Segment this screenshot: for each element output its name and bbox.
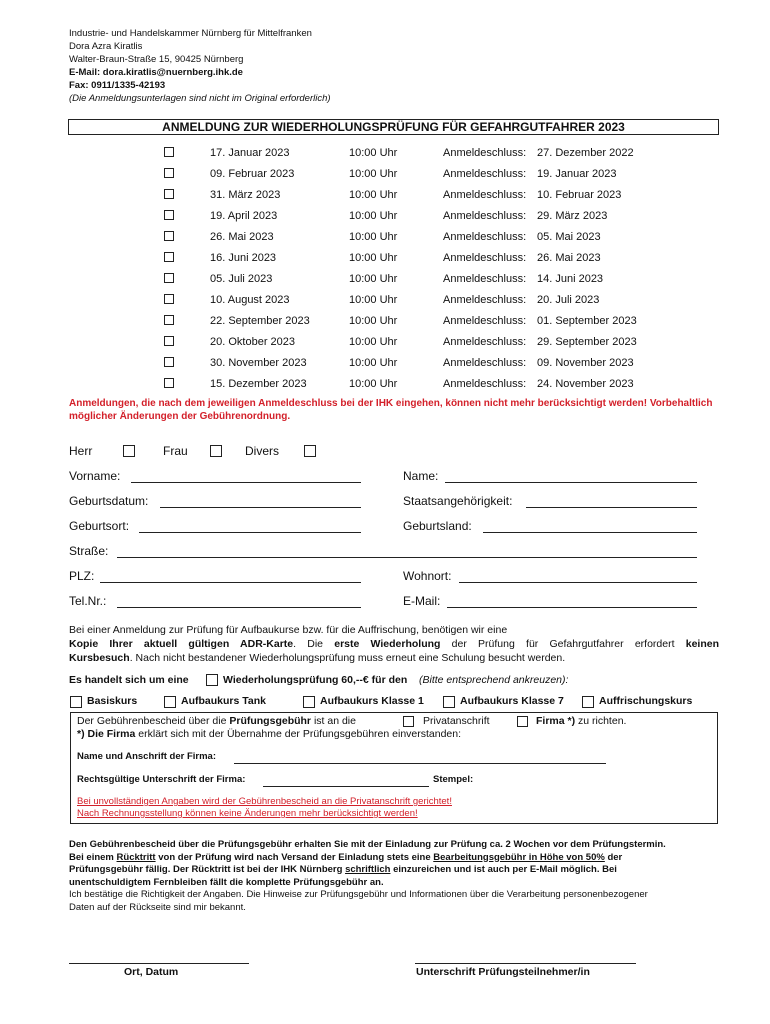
course-klasse1-label: Aufbaukurs Klasse 1 (320, 695, 424, 707)
exam-time: 10:00 Uhr (349, 231, 398, 243)
date-row (0, 230, 770, 244)
footer-p5: Ich bestätige die Richtigkeit der Angaben. Die Hinweise zur Prüfungsgebühr und Informationen über die Verarbeitung personenbezogener (69, 889, 648, 900)
deadline-date: 14. Juni 2023 (537, 273, 604, 285)
course-klasse7-checkbox[interactable] (443, 696, 455, 708)
date-checkbox[interactable] (164, 294, 174, 304)
geburtsland-field[interactable] (483, 532, 697, 533)
privatanschrift-checkbox[interactable] (403, 716, 414, 727)
tel-field[interactable] (117, 607, 361, 608)
date-row (0, 209, 770, 223)
wohnort-field[interactable] (459, 582, 697, 583)
course-auffrischung-label: Auffrischungskurs (599, 695, 693, 707)
date-row (0, 293, 770, 307)
deadline-label: Anmeldeschluss: (443, 357, 527, 369)
footer-paragraph (69, 839, 729, 914)
deadline-date: 26. Mai 2023 (537, 252, 601, 264)
plz-field[interactable] (100, 582, 361, 583)
exam-date: 30. November 2023 (210, 357, 307, 369)
date-row (0, 272, 770, 286)
firm-red-notice (77, 796, 452, 820)
exam-date: 22. September 2023 (210, 315, 310, 327)
exam-time: 10:00 Uhr (349, 189, 398, 201)
footer-bearbeitungsgebuehr: Bearbeitungsgebühr in Höhe von 50% (433, 851, 605, 863)
signature-line[interactable] (415, 963, 636, 964)
staatsangehoerigkeit-label: Staatsangehörigkeit: (403, 494, 513, 508)
tel-label: Tel.Nr.: (69, 594, 107, 608)
deadline-label: Anmeldeschluss: (443, 252, 527, 264)
deadline-label: Anmeldeschluss: (443, 210, 527, 222)
date-checkbox[interactable] (164, 273, 174, 283)
date-checkbox[interactable] (164, 252, 174, 262)
deadline-label: Anmeldeschluss: (443, 147, 527, 159)
footer-p2 (69, 852, 729, 865)
date-row (0, 356, 770, 370)
kind-hint: (Bitte entsprechend ankreuzen): (419, 674, 569, 686)
wohnort-label: Wohnort: (403, 569, 452, 583)
header-fax: Fax: 0911/1335-42193 (69, 80, 166, 91)
header-address: Walter-Braun-Straße 15, 90425 Nürnberg (69, 54, 244, 65)
firma-label-end: zu richten. (575, 715, 627, 727)
strasse-label: Straße: (69, 544, 109, 558)
salutation-frau-checkbox[interactable] (210, 445, 222, 457)
deadline-label: Anmeldeschluss: (443, 336, 527, 348)
info-text-b: der Prüfung für Gefahrgutfahrer erfordert (440, 638, 686, 650)
info-line-2 (69, 637, 719, 651)
footer-p6: Daten auf der Rückseite sind mir bekannt. (69, 901, 246, 913)
geburtsland-label: Geburtsland: (403, 519, 472, 533)
deadline-date: 29. September 2023 (537, 336, 637, 348)
course-auffrischung-checkbox[interactable] (582, 696, 594, 708)
exam-time: 10:00 Uhr (349, 294, 398, 306)
firm-sign-label: Rechtsgültige Unterschrift der Firma: (77, 774, 246, 785)
deadline-date: 27. Dezember 2022 (537, 147, 634, 159)
date-checkbox[interactable] (164, 210, 174, 220)
firm-text-b: ist an die (311, 715, 356, 727)
vorname-label: Vorname: (69, 469, 121, 483)
exam-date: 17. Januar 2023 (210, 147, 290, 159)
deadline-label: Anmeldeschluss: (443, 231, 527, 243)
course-basiskurs-checkbox[interactable] (70, 696, 82, 708)
deadline-label: Anmeldeschluss: (443, 168, 527, 180)
info-keinen: keinen (685, 638, 719, 650)
exam-date: 31. März 2023 (210, 189, 281, 201)
kind-label: Wiederholungsprüfung 60,--€ für den (223, 674, 408, 686)
date-checkbox[interactable] (164, 147, 174, 157)
exam-date: 20. Oktober 2023 (210, 336, 296, 348)
footer-ruecktritt: Rücktritt (116, 851, 156, 863)
firm-red-2: Nach Rechnungsstellung können keine Änderungen mehr berücksichtigt werden! (77, 808, 418, 819)
exam-time: 10:00 Uhr (349, 168, 398, 180)
exam-date: 19. April 2023 (210, 210, 278, 222)
exam-time: 10:00 Uhr (349, 210, 398, 222)
deadline-date: 24. November 2023 (537, 378, 634, 390)
salutation-herr-checkbox[interactable] (123, 445, 135, 457)
info-line-3 (69, 651, 719, 665)
exam-time: 10:00 Uhr (349, 315, 398, 327)
signature-label: Unterschrift Prüfungsteilnehmer/in (416, 966, 590, 978)
firma-label (536, 715, 626, 727)
kind-prefix: Es handelt sich um eine (69, 674, 189, 686)
exam-date: 16. Juni 2023 (210, 252, 277, 264)
deadline-date: 20. Juli 2023 (537, 294, 600, 306)
exam-time: 10:00 Uhr (349, 273, 398, 285)
date-checkbox[interactable] (164, 168, 174, 178)
info-kursbesuch: Kursbesuch (69, 652, 130, 664)
course-klasse7-label: Aufbaukurs Klasse 7 (460, 695, 564, 707)
exam-date: 26. Mai 2023 (210, 231, 274, 243)
header-block (69, 27, 331, 105)
course-tank-label: Aufbaukurs Tank (181, 695, 266, 707)
date-row (0, 188, 770, 202)
geburtsdatum-label: Geburtsdatum: (69, 494, 149, 508)
footer-p1: Den Gebührenbescheid über die Prüfungsgebühr erhalten Sie mit der Einladung zur Prüfung ca. 2 Wochen vor dem Prüfungstermin. (69, 839, 666, 850)
date-checkbox[interactable] (164, 315, 174, 325)
firm-line-1 (77, 715, 356, 727)
wiederholung-checkbox[interactable] (206, 674, 218, 686)
name-label: Name: (403, 469, 439, 483)
footer-p2-c: der (604, 851, 623, 863)
firm-text-a: Der Gebührenbescheid über die (77, 715, 230, 727)
firma-label-text: Firma *) (536, 715, 576, 727)
privatanschrift-label: Privatanschrift (423, 715, 490, 727)
course-tank-checkbox[interactable] (164, 696, 176, 708)
course-basiskurs-label: Basiskurs (87, 695, 138, 707)
deadline-label: Anmeldeschluss: (443, 273, 527, 285)
date-checkbox[interactable] (164, 189, 174, 199)
info-paragraph (69, 623, 719, 665)
plz-label: PLZ: (69, 569, 95, 583)
email-field[interactable] (447, 607, 697, 608)
exam-time: 10:00 Uhr (349, 357, 398, 369)
deadline-label: Anmeldeschluss: (443, 189, 527, 201)
deadline-date: 29. März 2023 (537, 210, 608, 222)
firm-consent-text: erklärt sich mit der Übernahme der Prüfungsgebühren einverstanden: (135, 728, 462, 740)
date-row (0, 251, 770, 265)
date-row (0, 335, 770, 349)
firm-pruefungsgebuehr: Prüfungsgebühr (229, 715, 312, 727)
firm-name-field[interactable] (234, 763, 606, 764)
info-adr-copy: Kopie Ihrer aktuell gültigen ADR-Karte (69, 638, 294, 650)
deadline-label: Anmeldeschluss: (443, 378, 527, 390)
invoice-recipient-box (70, 712, 718, 824)
exam-date: 09. Februar 2023 (210, 168, 295, 180)
firm-stamp-label: Stempel: (433, 774, 474, 785)
salutation-divers-checkbox[interactable] (304, 445, 316, 457)
geburtsort-label: Geburtsort: (69, 519, 130, 533)
deadline-date: 01. September 2023 (537, 315, 637, 327)
salutation-frau-label: Frau (163, 444, 188, 458)
page-title: ANMELDUNG ZUR WIEDERHOLUNGSPRÜFUNG FÜR GEFAHRGUTFAHRER 2023 (68, 119, 719, 135)
date-checkbox[interactable] (164, 378, 174, 388)
footer-p2-a: Bei einem (69, 851, 117, 863)
strasse-field[interactable] (117, 557, 697, 558)
date-checkbox[interactable] (164, 357, 174, 367)
geburtsdatum-field[interactable] (160, 507, 361, 508)
firm-sign-field[interactable] (263, 786, 429, 787)
salutation-herr-label: Herr (69, 444, 93, 458)
deadline-label: Anmeldeschluss: (443, 294, 527, 306)
exam-date: 15. Dezember 2023 (210, 378, 307, 390)
header-org: Industrie- und Handelskammer Nürnberg für Mittelfranken (69, 28, 312, 39)
footer-p2-b: von der Prüfung wird nach Versand der Einladung stets eine (155, 851, 434, 863)
deadline-warning: Anmeldungen, die nach dem jeweiligen Anmeldeschluss bei der IHK eingehen, können nicht mehr berücksichtigt werden! Vorbehaltlich möglicher Änderungen der Gebührenordnung. (69, 398, 713, 422)
info-first-repeat: erste Wiederholung (334, 638, 441, 650)
exam-date: 10. August 2023 (210, 294, 290, 306)
info-text-c: . Nach nicht bestandener Wiederholungsprüfung muss erneut eine Schulung besucht werden. (129, 652, 566, 664)
deadline-label: Anmeldeschluss: (443, 315, 527, 327)
email-label: E-Mail: (403, 594, 441, 608)
footer-p3-b: einzureichen und ist auch per E-Mail möglich. Bei (390, 864, 617, 875)
deadline-date: 09. November 2023 (537, 357, 634, 369)
deadline-date: 10. Februar 2023 (537, 189, 622, 201)
exam-date: 05. Juli 2023 (210, 273, 273, 285)
info-line-1: Bei einer Anmeldung zur Prüfung für Aufbaukurse bzw. für die Auffrischung, benötigen wir eine (69, 624, 508, 636)
footer-p3 (69, 864, 729, 877)
date-row (0, 314, 770, 328)
name-field[interactable] (445, 482, 697, 483)
firm-star-die-firma: *) Die Firma (77, 728, 136, 740)
firm-name-label: Name und Anschrift der Firma: (77, 751, 217, 762)
footer-p3-a: Prüfungsgebühr fällig. Der Rücktritt ist bei der IHK Nürnberg (69, 864, 346, 875)
info-text-a: . Die (293, 638, 335, 650)
date-checkbox[interactable] (164, 231, 174, 241)
date-row (0, 146, 770, 160)
header-note: (Die Anmeldungsunterlagen sind nicht im Original erforderlich) (69, 93, 331, 104)
salutation-divers-label: Divers (245, 444, 280, 458)
firm-line-2 (77, 728, 461, 740)
ort-datum-line[interactable] (69, 963, 249, 964)
exam-time: 10:00 Uhr (349, 336, 398, 348)
firma-checkbox[interactable] (517, 716, 528, 727)
header-email: E-Mail: dora.kiratlis@nuernberg.ihk.de (69, 67, 243, 78)
exam-time: 10:00 Uhr (349, 147, 398, 159)
exam-time: 10:00 Uhr (349, 378, 398, 390)
ort-datum-label: Ort, Datum (124, 966, 179, 978)
date-row (0, 377, 770, 391)
vorname-field[interactable] (131, 482, 361, 483)
deadline-date: 19. Januar 2023 (537, 168, 617, 180)
exam-time: 10:00 Uhr (349, 252, 398, 264)
firm-red-1: Bei unvollständigen Angaben wird der Gebührenbescheid an die Privatanschrift gerichtet! (77, 796, 452, 807)
footer-schriftlich: schriftlich (345, 864, 391, 875)
footer-p4: unentschuldigtem Fernbleiben fällt die komplette Prüfungsgebühr an. (69, 876, 384, 888)
header-name: Dora Azra Kiratlis (69, 41, 143, 52)
date-row (0, 167, 770, 181)
staatsangehoerigkeit-field[interactable] (526, 507, 697, 508)
date-checkbox[interactable] (164, 336, 174, 346)
deadline-date: 05. Mai 2023 (537, 231, 601, 243)
geburtsort-field[interactable] (139, 532, 361, 533)
course-klasse1-checkbox[interactable] (303, 696, 315, 708)
